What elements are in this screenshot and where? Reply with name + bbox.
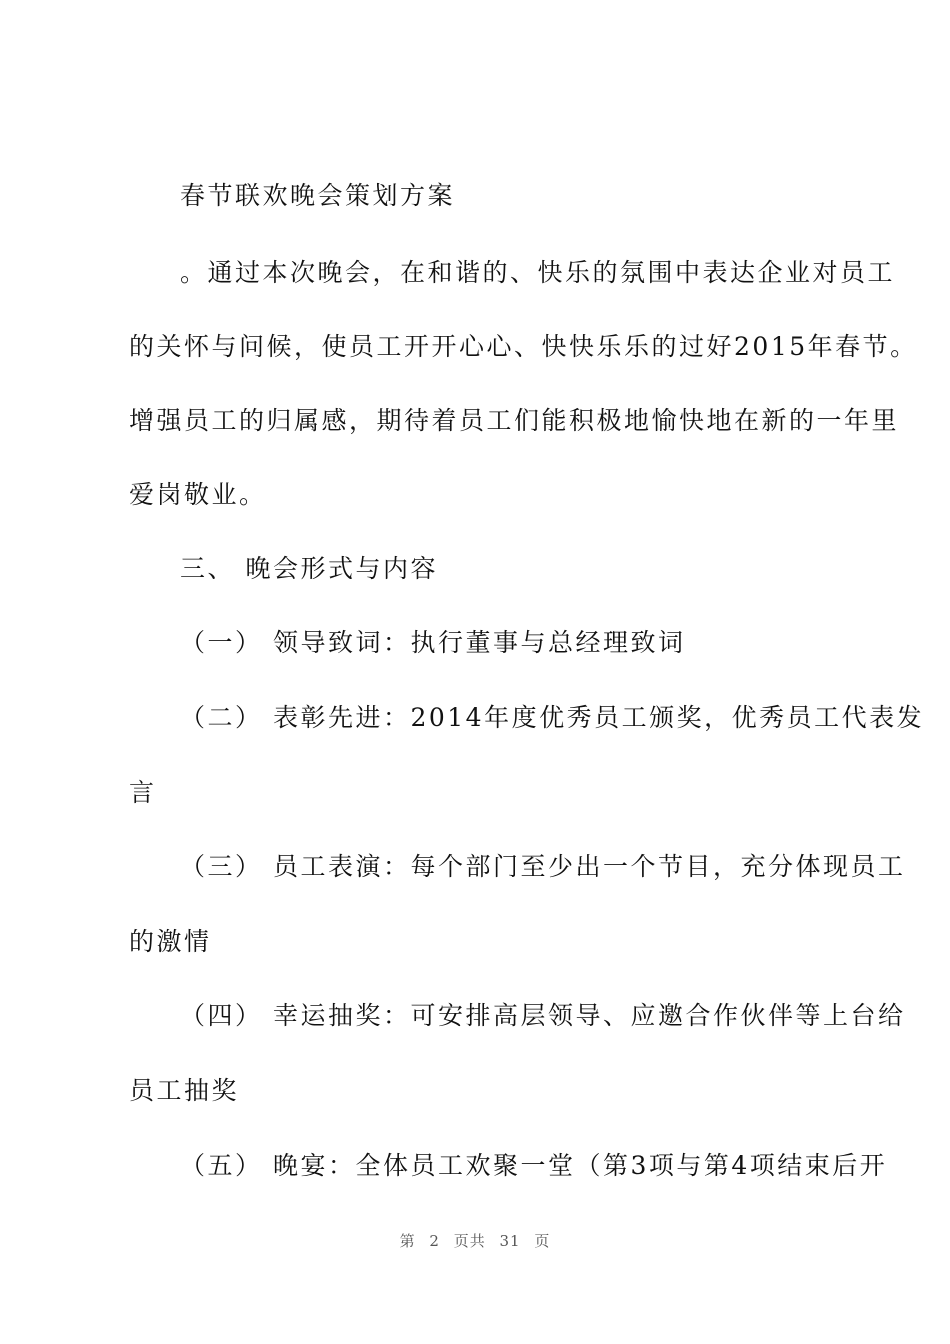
list-item-4-continuation: 员工抽奖 <box>129 1076 240 1105</box>
list-item-5: （五） 晚宴：全体员工欢聚一堂（第3项与第4项结束后开 <box>180 1151 888 1180</box>
footer-prefix: 第 <box>399 1232 416 1250</box>
footer-total-pages: 31 <box>499 1232 521 1250</box>
paragraph-line: 爱岗敬业。 <box>129 480 267 509</box>
section-heading: 三、 晚会形式与内容 <box>180 554 438 583</box>
list-item-2: （二） 表彰先进：2014年度优秀员工颁奖，优秀员工代表发 <box>180 703 925 732</box>
list-item-2-continuation: 言 <box>129 778 157 807</box>
footer-suffix: 页 <box>534 1232 551 1250</box>
document-title-line: 春节联欢晚会策划方案 <box>180 181 456 210</box>
footer-current-page: 2 <box>429 1232 440 1250</box>
paragraph-line: 。通过本次晚会，在和谐的、快乐的氛围中表达企业对员工 <box>180 258 896 287</box>
page-footer <box>0 1230 950 1251</box>
list-item-4: （四） 幸运抽奖：可安排高层领导、应邀合作伙伴等上台给 <box>180 1001 906 1030</box>
paragraph-line: 的关怀与问候，使员工开开心心、快快乐乐的过好2015年春节。 <box>129 332 918 361</box>
list-item-3: （三） 员工表演：每个部门至少出一个节目，充分体现员工 <box>180 852 906 881</box>
paragraph-line: 增强员工的归属感，期待着员工们能积极地愉快地在新的一年里 <box>129 406 900 435</box>
list-item-3-continuation: 的激情 <box>129 927 212 956</box>
footer-middle: 页共 <box>453 1232 486 1250</box>
list-item-1: （一） 领导致词：执行董事与总经理致词 <box>180 628 686 657</box>
